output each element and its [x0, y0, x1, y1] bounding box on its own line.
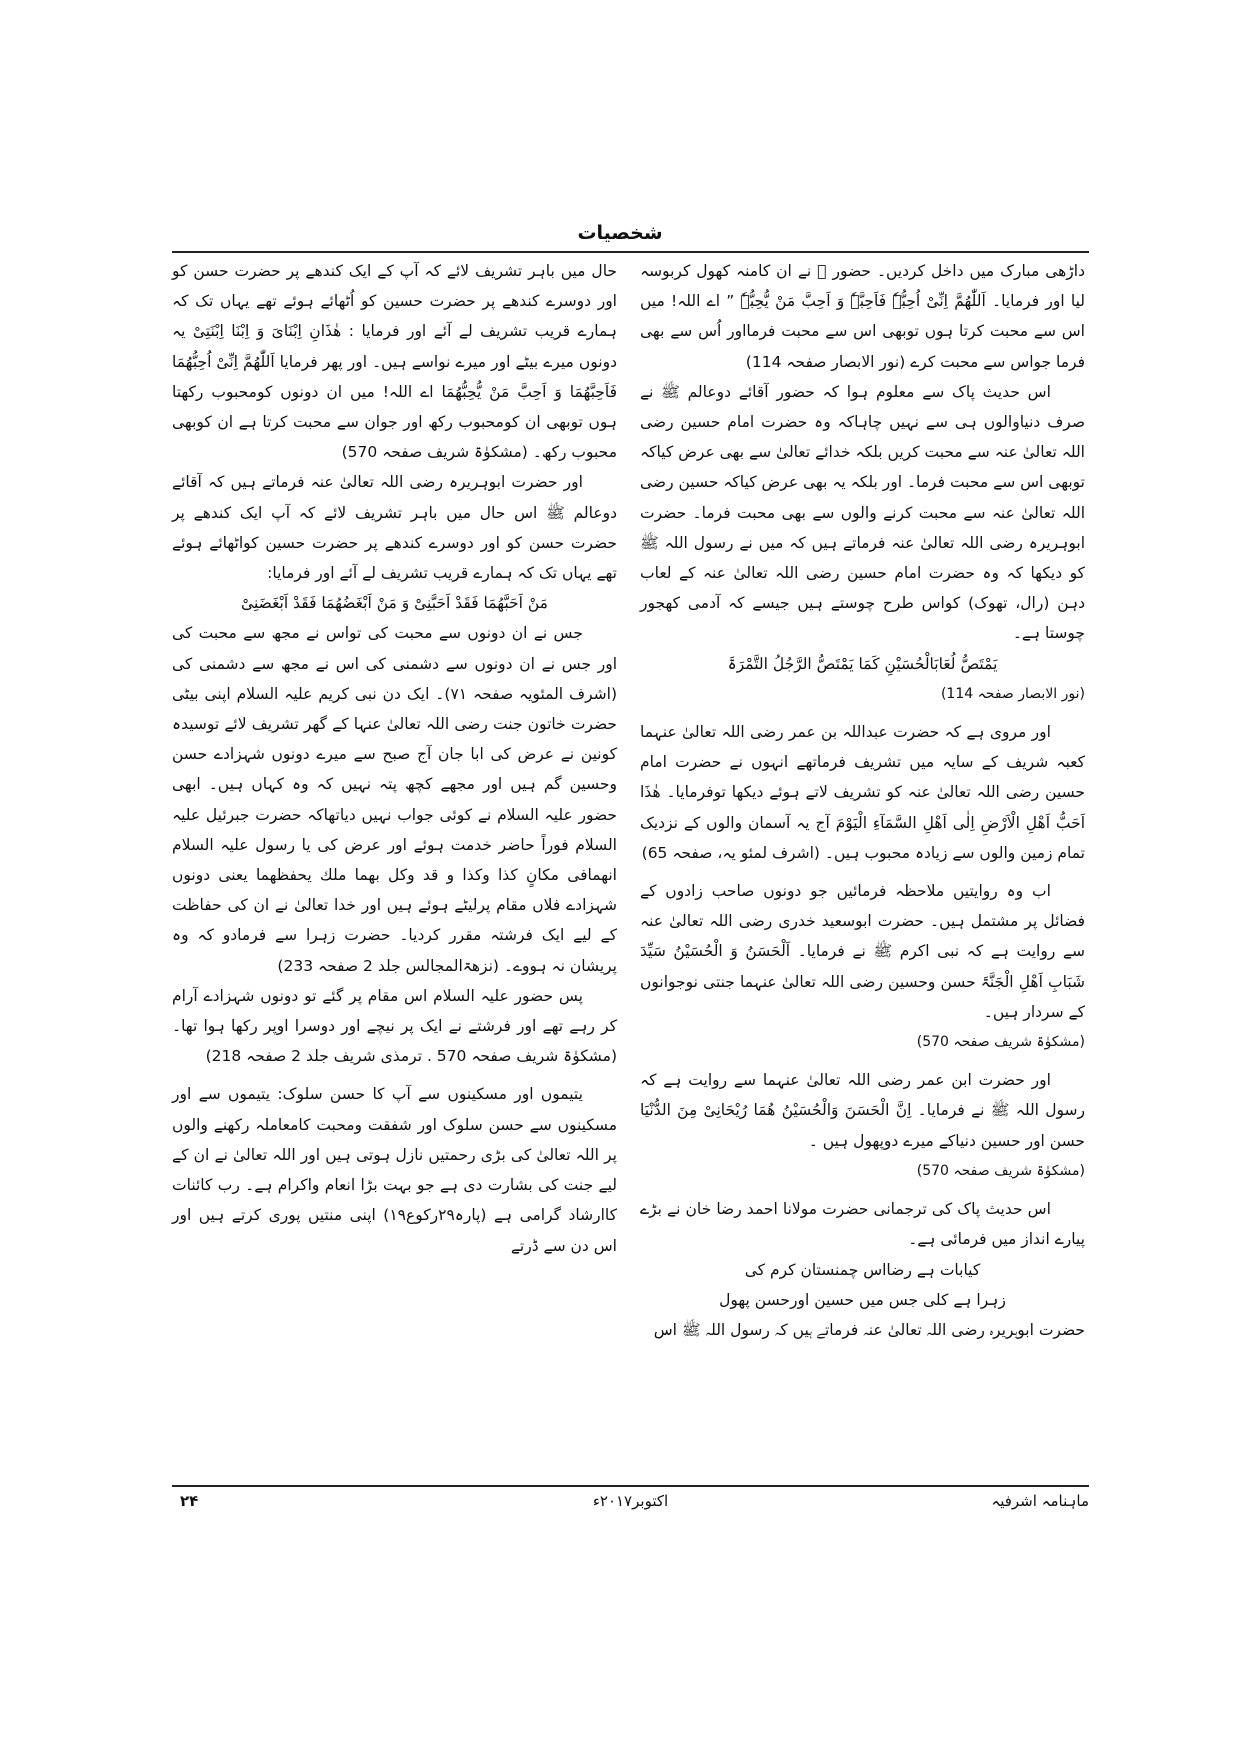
reference: (نور الابصار صفحہ 114) — [940, 685, 1085, 702]
arabic-quote: یَمْتَصُّ لُعَابَالْحُسَیْنِ کَمَا یَمْتَصُّ الرَّجُلُ التَّمْرَۃَ — [727, 654, 998, 673]
poem-line: زہرا ہے کلی جس میں حسین اورحسن پھول — [719, 1290, 1006, 1309]
paragraph: پس حضور علیہ السلام اس مقام پر گئے تو دونوں شہزادے آرام کر رہے تھے اور فرشتے نے ایک پر نیچے اور دوسرا اوپر رکھا ہوا تھا۔(مشکوٰۃ شریف صفحہ 570 . ترمذی شریف جلد 2 صفحہ 218) — [172, 986, 617, 1066]
paragraph: یتیموں اور مسکینوں سے آپ کا حسن سلوک: یتیموں سے اور مسکینوں سے حسن سلوک اور شفقت ومحبت کامعاملہ رکھنے والوں پر اللہ تعالیٰ کی بڑی رحمتیں نازل ہوتی ہیں اور اللہ تعالیٰ نے ان کے لیے جنت کی بشارت دی ہے جو بہت بڑا انعام واکرام ہے۔ رب کائنات کاارشاد گرامی ہے (پارہ۲۹رکوع۱۹) اپنی منتیں پوری کرتے ہیں اور اس دن سے ڈرتے — [172, 1085, 618, 1255]
page-footer — [172, 1492, 1089, 1522]
paragraph: اس حدیث پاک کی ترجمانی حضرت مولانا احمد رضا خان نے بڑے پیارے انداز میں فرمائی ہے۔ — [640, 1200, 1085, 1249]
reference: (مشکوٰۃ شریف صفحہ 570) — [916, 1034, 1085, 1051]
poem-line: کیابات ہے رضااس چمنستان کرم کی — [744, 1260, 981, 1279]
publication-name: ماہنامہ اشرفیہ — [991, 1492, 1089, 1510]
paragraph: حال میں باہر تشریف لائے کہ آپ کے ایک کندھے پر حضرت حسن کو اور دوسرے کندھے پر حضرت حسین کو اُٹھائے ہوئے تھے یہاں تک کہ ہمارے قریب تشریف لے آئے اور فرمایا : ھٰذَانِ اِبْنَایَ وَ اِبْنَا اِبْنَتِیْ یہ دونوں میرے بیٹے اور میرے نواسے ہیں۔ اور پھر فرمایا اَللّٰھُمَّ اِنِّیْ اُحِبُّھُمَا فَاَحِبَّھُمَا وَ اَحِبَّ مَنْ یُّحِبُّھُمَا اے اللہ! میں ان دونوں کومحبوب رکھتا ہوں توبھی ان کومحبوب رکھ اور جوان سے محبت کرتا ہے ان کوبھی محبوب رکھ۔ (مشکوٰۃ شریف صفحہ 570) — [172, 262, 617, 462]
paragraph: اور حضرت ابوہریرہ رضی اللہ تعالیٰ عنہ فرماتے ہیں کہ آقائے دوعالم ﷺ اس حال میں باہر تشریف لائے کہ آپ ایک کندھے پر حضرت حسن کو اور دوسرے کندھے پر حضرت حسین کواٹھائے ہوئے تھے یہاں تک کہ ہمارے قریب تشریف لے آئے اور فرمایا: — [172, 473, 617, 583]
paragraph: اور حضرت ابن عمر رضی اللہ تعالیٰ عنہما سے روایت ہے کہ رسول اللہ ﷺ نے فرمایا۔ اِنَّ الْحَسَنَ وَالْحُسَیْنُ ھُمَا رُیْحَانِیْ مِنَ الدُّنْیَا حسن اور حسین دنیاکے میرے دوپھول ہیں ۔ — [640, 1071, 1085, 1150]
right-text-column — [640, 256, 1085, 1345]
paragraph: حضرت ابوہریرہ رضی اللہ تعالیٰ عنہ فرماتے ہیں کہ رسول اللہ ﷺ اس — [653, 1320, 1085, 1339]
paragraph: داڑھی مبارک میں داخل کردیں۔ حضور ﷺ نے ان کامنہ کھول کربوسہ لیا اور فرمایا۔ اَللّٰھُمَّ اِنِّیْ اُحِبُّہٗ فَاَحِبَّہٗ وَ اَحِبَّ مَنْ یُّحِبُّہٗ ” اے اللہ! میں اس سے محبت کرتا ہوں توبھی اس سے محبت فرمااور اُس سے بھی فرما جواس سے محبت کرے (نور الابصار صفحہ 114) — [640, 262, 1085, 371]
issue-date: اکتوبر۲۰۱۷ء — [592, 1492, 669, 1510]
paragraph: اور مروی ہے کہ حضرت عبداللہ بن عمر رضی اللہ تعالیٰ عنہما کعبہ شریف کے سایہ میں تشریف فرماتھے انہوں نے حضرت امام حسین رضی اللہ تعالیٰ عنہ کو تشریف لاتے ہوئے دیکھا توفرمایا۔ ھٰذَا اَحَبُّ اَھْلِ الْاَرْضِ اِلٰی اَھْلِ السَّمَآءِ الْیَوْمَ آج یہ آسمان والوں کے نزدیک تمام زمین والوں سے زیادہ محبوب ہیں۔ (اشرف لمئو یہ، صفحہ 65) — [640, 723, 1085, 862]
paragraph: اب وہ روایتیں ملاحظہ فرمائیں جو دونوں صاحب زادوں کے فضائل پر مشتمل ہیں۔ حضرت ابوسعید خدری رضی اللہ تعالیٰ عنہ سے روایت ہے کہ نبی اکرم ﷺ نے فرمایا۔ اَلْحَسَنُ وَ الْحُسَیْنُ سَیِّدَ شَبَابِ اَھْلِ الْجَنَّۃَ حسن وحسین رضی اللہ تعالیٰ عنہما جنتی نوجوانوں کے سردار ہیں۔ — [640, 882, 1085, 1021]
section-title: شخصیات — [577, 222, 663, 244]
reference: (مشکوٰۃ شریف صفحہ 570) — [916, 1162, 1085, 1179]
left-text-column — [172, 256, 617, 1261]
header-rule — [172, 251, 1089, 253]
paragraph: اس حدیث پاک سے معلوم ہوا کہ حضور آقائے دوعالم ﷺ نے صرف دنیاوالوں ہی سے نہیں چاہاکہ وہ حضرت امام حسین رضی اللہ تعالیٰ عنہ سے محبت کریں بلکہ خدائے تعالیٰ سے بھی عرض کیاکہ توبھی اس سے محبت فرما۔ اور بلکہ یہ بھی عرض کیاکہ حسین رضی اللہ تعالیٰ عنہ سے محبت کرنے والوں سے بھی محبت فرما۔ حضرت ابوہریرہ رضی اللہ تعالیٰ عنہ فرماتے ہیں کہ میں نے رسول اللہ ﷺ کو دیکھا کہ وہ حضرت امام حسین رضی اللہ تعالیٰ عنہ کے لعاب دہن (رال، تھوک) کواس طرح چوستے ہیں جیسے کہ آدمی کھجور چوستا ہے۔ — [640, 382, 1085, 643]
paragraph: جس نے ان دونوں سے محبت کی تواس نے مجھ سے محبت کی اور جس نے ان دونوں سے دشمنی کی اس نے مجھ سے دشمنی کی (اشرف المئویہ صفحہ ۷۱)۔ ایک دن نبی کریم علیہ السلام اپنی بیٹی حضرت خاتون جنت رضی اللہ تعالیٰ عنہا کے گھر تشریف لائے توسیدہ کونین نے عرض کی ابا جان آج صبح سے میرے دونوں شہزادے حسن وحسین گم ہیں اور مجھے کچھ پتہ نہیں کہ وہ کہاں ہیں۔ ابھی حضور علیہ السلام نے کوئی جواب نہیں دیاتھاکہ حضرت جبرئیل علیہ السلام فوراً حاضر خدمت ہوئے اور عرض کی یا رسول علیہ السلام انھمافی مکانٍ کذا وکذا و قد وکل بھما ملك یحفظھما یعنی دونوں شہزادے فلاں مقام پرلیٹے ہوئے ہیں اور خدا تعالیٰ نے ان کی حفاظت کے لیے ایک فرشتہ مقرر کردیا۔ حضرت زہرا سے فرمادو کہ وہ پریشان نہ ہووے۔ (نزھۃالمجالس جلد 2 صفحہ 233) — [172, 624, 617, 975]
arabic-quote: مَنْ اَحَبَّھُمَا فَقَدْ اَحَبَّنِیْ وَ مَنْ اَبْغَضُھُمَا فَقَدْ اَبْغَضَنِیْ — [241, 594, 548, 613]
page-number: ۲۴ — [180, 1492, 199, 1510]
footer-rule — [172, 1485, 1089, 1487]
